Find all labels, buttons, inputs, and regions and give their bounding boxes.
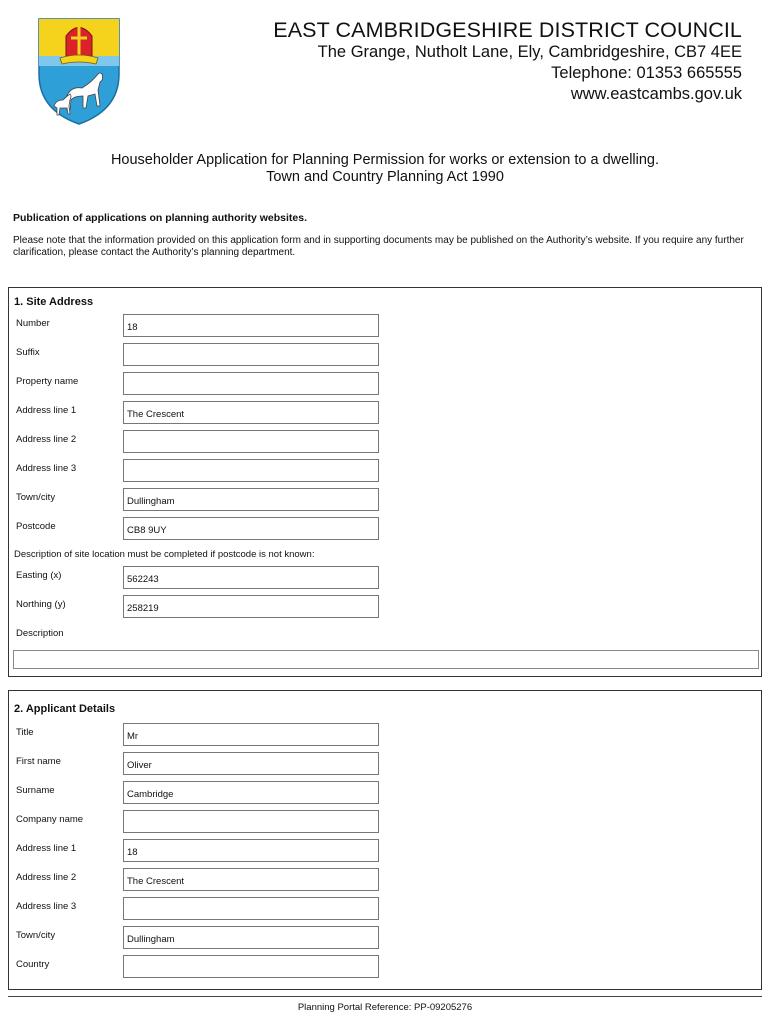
site-property-name-label: Property name: [16, 376, 79, 387]
site-address-line-2-label: Address line 2: [16, 434, 77, 445]
applicant-country-field[interactable]: [123, 955, 379, 978]
site-address-line-1-field[interactable]: The Crescent: [123, 401, 379, 424]
footer-reference: Planning Portal Reference: PP-09205276: [297, 1002, 473, 1013]
applicant-address-line-1-label: Address line 1: [16, 843, 77, 854]
council-website[interactable]: www.eastcambs.gov.uk: [570, 85, 742, 103]
site-address-title: 1. Site Address: [14, 296, 94, 308]
applicant-title-field[interactable]: Mr: [123, 723, 379, 746]
description-label: Description: [16, 628, 64, 639]
applicant-address-line-3-field[interactable]: [123, 897, 379, 920]
council-name: EAST CAMBRIDGESHIRE DISTRICT COUNCIL: [273, 18, 742, 42]
applicant-country-label: Country: [16, 959, 50, 970]
applicant-town-label: Town/city: [16, 930, 56, 941]
site-address-line-1-label: Address line 1: [16, 405, 77, 416]
form-title-line-2: Town and Country Planning Act 1990: [266, 169, 504, 185]
council-crest-logo: [36, 16, 122, 126]
applicant-details-section: [8, 690, 762, 990]
applicant-company-label: Company name: [16, 814, 84, 825]
site-property-name-field[interactable]: [123, 372, 379, 395]
footer-divider: [8, 996, 762, 997]
applicant-details-title: 2. Applicant Details: [14, 703, 116, 715]
site-location-note: Description of site location must be completed if postcode is not known:: [14, 549, 315, 560]
site-postcode-field[interactable]: CB8 9UY: [123, 517, 379, 540]
applicant-address-line-3-label: Address line 3: [16, 901, 77, 912]
site-number-field[interactable]: 18: [123, 314, 379, 337]
easting-label: Easting (x): [16, 570, 62, 581]
site-town-field[interactable]: Dullingham: [123, 488, 379, 511]
applicant-first-name-label: First name: [16, 756, 61, 767]
site-address-line-2-field[interactable]: [123, 430, 379, 453]
northing-field[interactable]: 258219: [123, 595, 379, 618]
site-address-section: [8, 287, 762, 677]
publication-heading: Publication of applications on planning authority websites.: [13, 212, 308, 224]
site-address-line-3-label: Address line 3: [16, 463, 77, 474]
council-telephone: Telephone: 01353 665555: [551, 64, 742, 82]
applicant-surname-field[interactable]: Cambridge: [123, 781, 379, 804]
site-town-label: Town/city: [16, 492, 56, 503]
site-address-line-3-field[interactable]: [123, 459, 379, 482]
site-suffix-label: Suffix: [16, 347, 40, 358]
site-postcode-label: Postcode: [16, 521, 56, 532]
applicant-address-line-1-field[interactable]: 18: [123, 839, 379, 862]
publication-text: Please note that the information provided on this application form and in supporting documents may be published on the Authority’s website. If you require any further clarification, please contact the Authority’s planning department.: [13, 235, 744, 258]
applicant-title-label: Title: [16, 727, 34, 738]
site-number-label: Number: [16, 318, 50, 329]
applicant-address-line-2-label: Address line 2: [16, 872, 77, 883]
applicant-company-field[interactable]: [123, 810, 379, 833]
form-title-line-1: Householder Application for Planning Permission for works or extension to a dwelling.: [110, 152, 660, 168]
council-header: [273, 18, 742, 105]
northing-label: Northing (y): [16, 599, 66, 610]
council-address: The Grange, Nutholt Lane, Ely, Cambridgeshire, CB7 4EE: [317, 43, 742, 61]
applicant-address-line-2-field[interactable]: The Crescent: [123, 868, 379, 891]
applicant-first-name-field[interactable]: Oliver: [123, 752, 379, 775]
site-suffix-field[interactable]: [123, 343, 379, 366]
applicant-surname-label: Surname: [16, 785, 55, 796]
applicant-town-field[interactable]: Dullingham: [123, 926, 379, 949]
form-title: [0, 152, 770, 186]
easting-field[interactable]: 562243: [123, 566, 379, 589]
description-field[interactable]: [13, 650, 759, 669]
